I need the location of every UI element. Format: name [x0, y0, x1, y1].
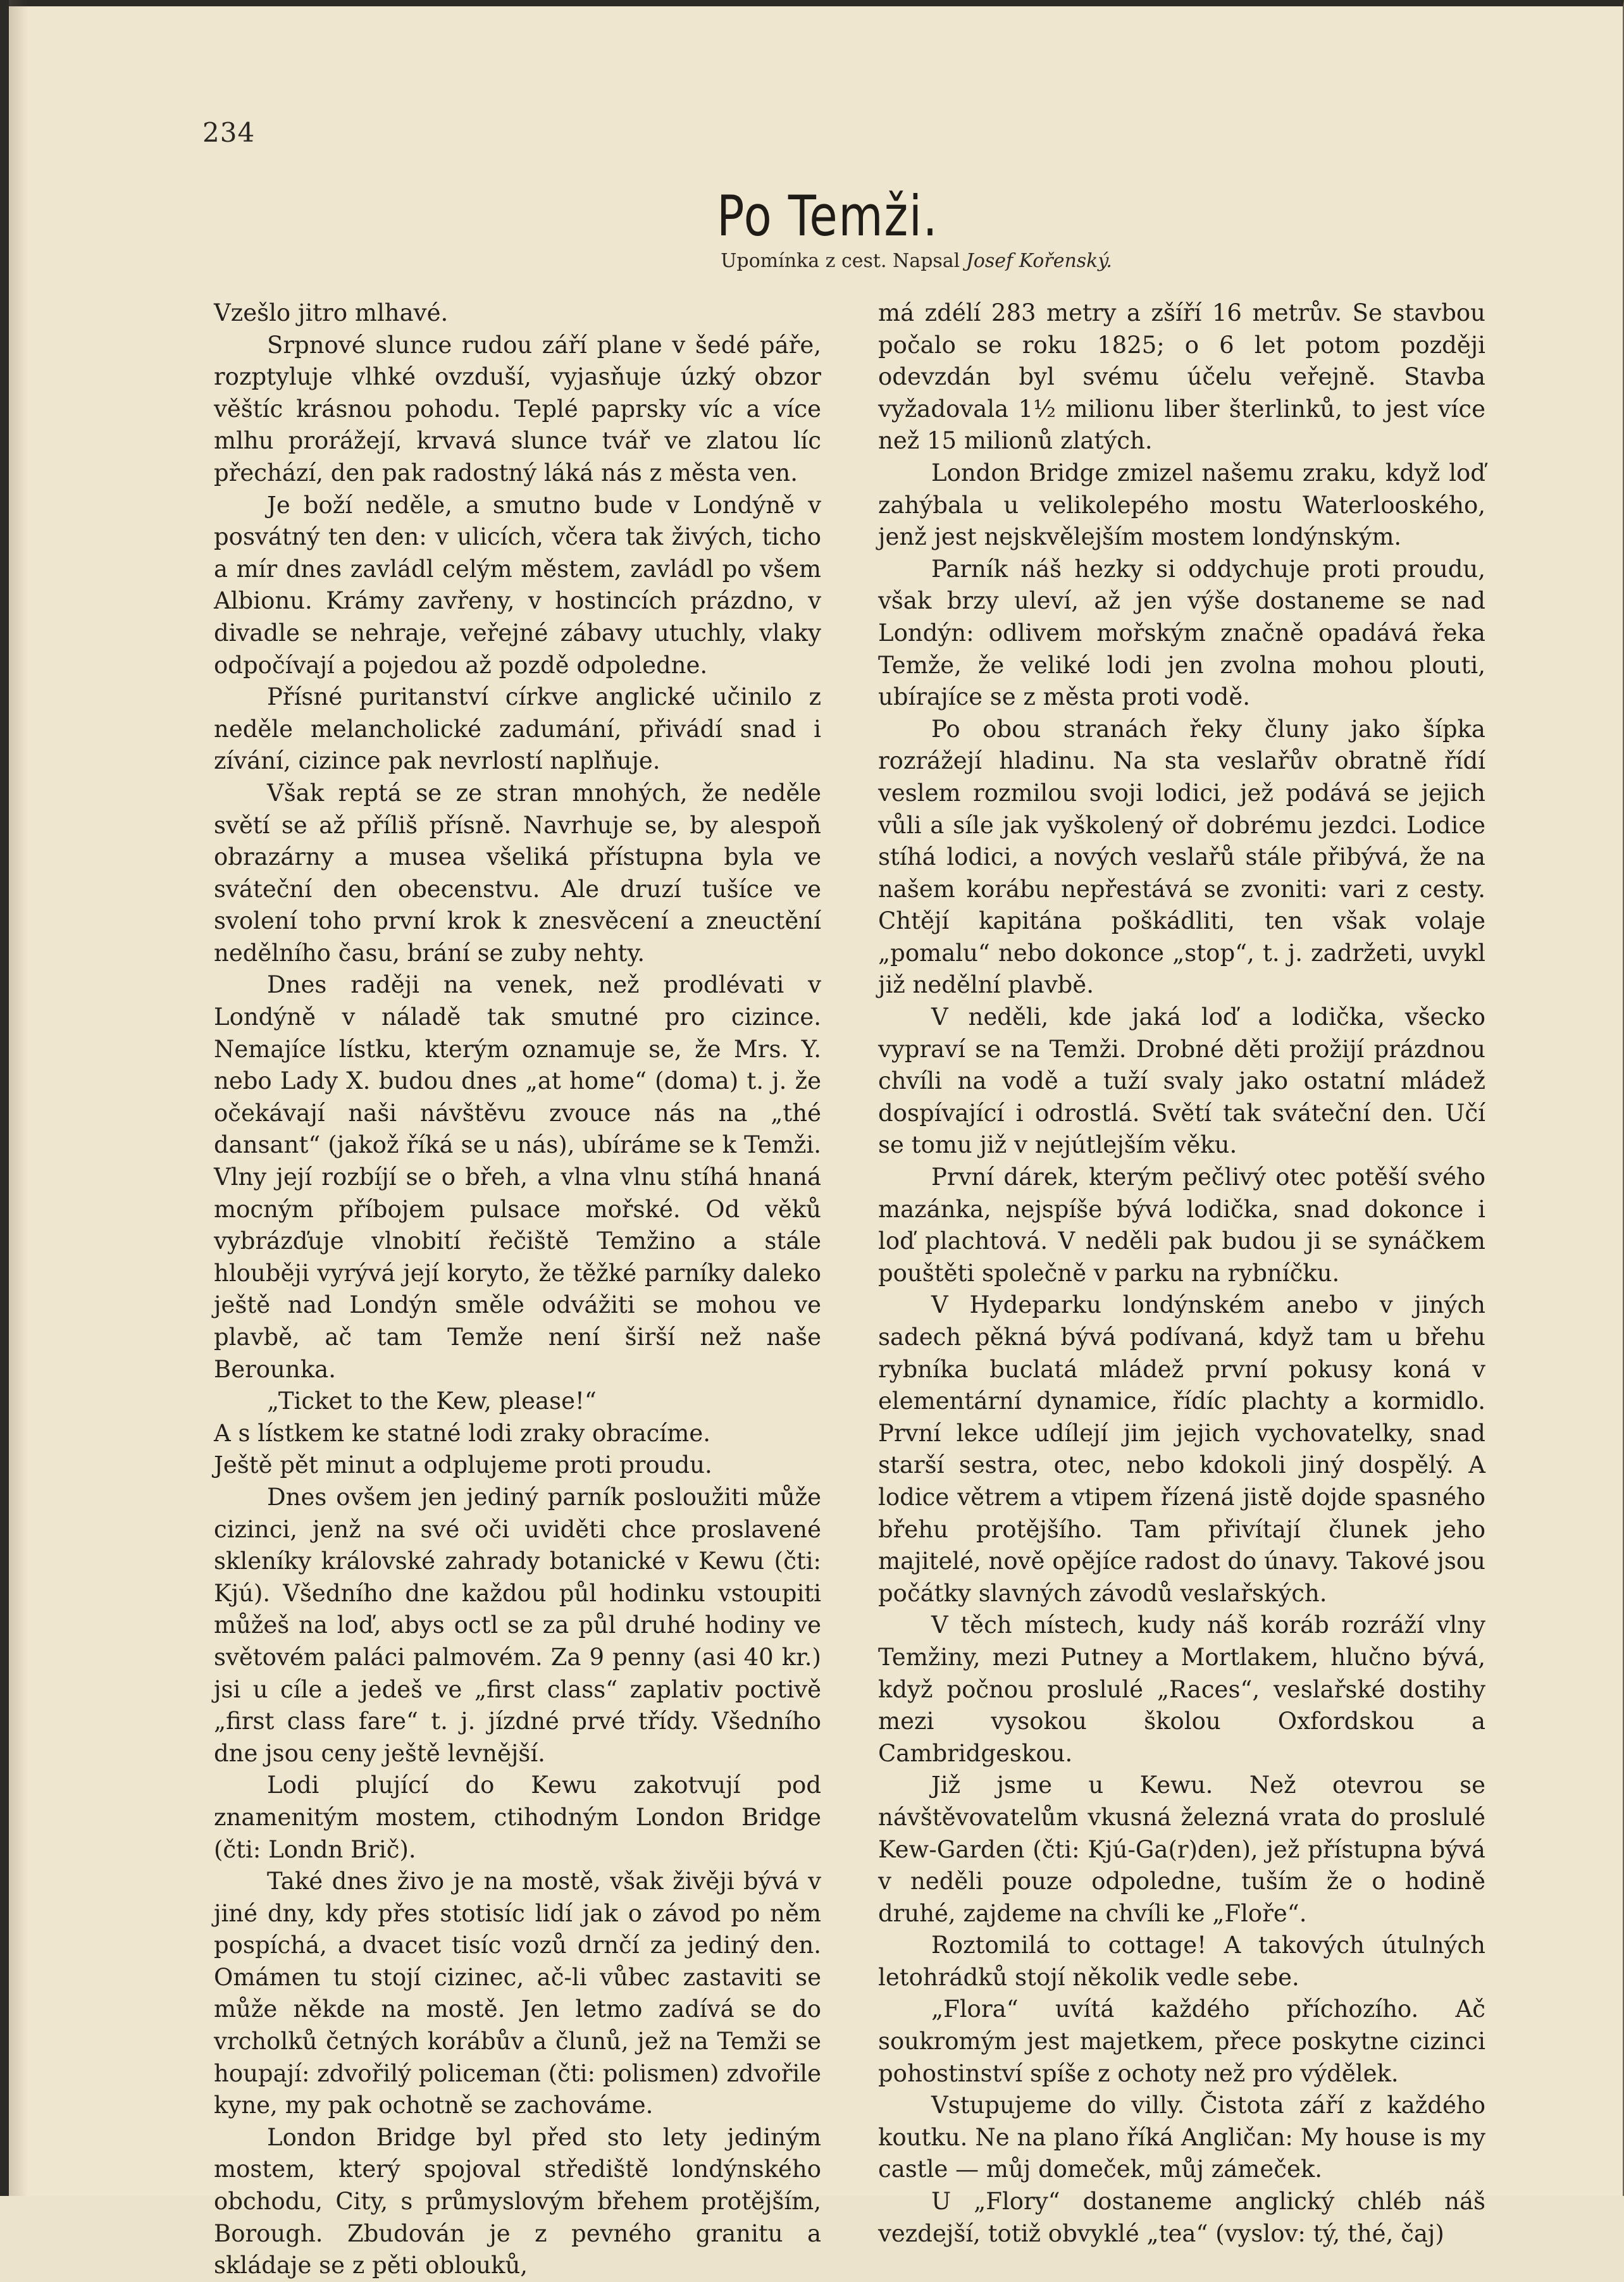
paragraph: Roztomilá to cottage! A takových útulných letohrádků stojí několik vedle sebe. — [878, 1932, 1485, 1991]
paragraph: Dnes raději na venek, než prodlévati v Londýně v náladě tak smutné pro cizince. Nemajíce lístku, kterým oznamuje se, že Mrs. Y. nebo Lady X. budou dnes „at home“ (doma) t. j. že očekávají naši návštěvu zvouce nás na „thé dansant“ (jakož říká se u nás), ubíráme se k Temži. Vlny její rozbíjí se o břeh, a vlna vlnu stíhá hnaná mocným příbojem pulsace mořské. Od věků vybrázďuje vlnobití řečiště Temžino a stále hlouběji vyrývá její koryto, že těžké parníky daleko ještě nad Londýn směle odvážiti se mohou ve plavbě, ač tam Temže není širší než naše Berounka. — [214, 971, 821, 1383]
paragraph: Parník náš hezky si oddychuje proti proudu, však brzy uleví, až jen výše dostaneme se nad Londýn: odlivem mořským značně opadává řeka Temže, že veliké lodi jen zvolna mohou plouti, ubírajíce se z města proti vodě. — [878, 555, 1485, 711]
author-name: Josef Kořenský. — [965, 250, 1112, 272]
page-number: 234 — [202, 117, 256, 148]
paragraph: V těch místech, kudy náš koráb rozráží vlny Temžiny, mezi Putney a Mortlakem, hlučno bývá, když počnou proslulé „Races“, veslařské dostihy mezi vysokou školou Oxfordskou a Cambridgeskou. — [878, 1611, 1485, 1767]
paragraph: Také dnes živo je na mostě, však živěji bývá v jiné dny, kdy přes stotisíc lidí jak o závod po něm pospíchá, a dvacet tisíc vozů drnčí za jediný den. Omámen tu stojí cizinec, ač-li vůbec zastaviti se může někde na mostě. Jen letmo zadívá se do vrcholků četných korábův a člunů, jež na Temži se houpají: zdvořilý policeman (čti: polismen) zdvořile kyne, my pak ochotně se zachováme. — [214, 1868, 821, 2119]
paragraph: U „Flory“ dostaneme anglický chléb náš vezdejší, totiž obvyklé „tea“ (vyslov: tý, thé, čaj) — [878, 2188, 1485, 2247]
paragraph: „Flora“ uvítá každého příchozího. Ač soukromým jest majetkem, přece poskytne cizinci pohostinství spíše z ochoty než pro výdělek. — [878, 1995, 1485, 2087]
paragraph: má zdélí 283 metry a zšíří 16 metrův. Se stavbou počalo se roku 1825; o 6 let potom později odevzdán byl svému účelu veřejně. Stavba vyžadovala 1½ milionu liber šterlinků, to jest více než 15 milionů zlatých. — [878, 299, 1485, 455]
paragraph: Je boží neděle, a smutno bude v Londýně v posvátný ten den: v ulicích, včera tak živých, ticho a mír dnes zavládl celým městem, zavládl po všem Albionu. Krámy zavřeny, v hostincích prázdno, v divadle se nehraje, veřejné zábavy utuchly, vlaky odpočívají a pojedou až pozdě odpoledne. — [214, 491, 821, 679]
paragraph: London Bridge byl před sto lety jediným mostem, který spojoval střediště londýnského obchodu, City, s průmyslovým břehem protějším, Borough. Zbudován je z pevného granitu a skládaje se z pěti oblouků, — [214, 2123, 821, 2279]
paragraph: A s lístkem ke statné lodi zraky obracíme. — [214, 1419, 710, 1447]
paragraph: Přísné puritanství církve anglické učinilo z neděle melancholické zadumání, přivádí snad i zívání, cizince pak nevrlostí naplňuje. — [214, 683, 821, 775]
paragraph: Po obou stranách řeky čluny jako šípka rozrážejí hladinu. Na sta veslařův obratně řídí veslem rozmilou svoji lodici, jež podává se jejich vůli a síle jak vyškolený oř dobrému jezdci. Lodice stíhá lodici, a nových veslařů stále přibývá, že na našem korábu nepřestává se zvoniti: vari z cesty. Chtějí kapitána poškádliti, ten však volaje „pomalu“ nebo dokonce „stop“, t. j. zadržeti, uvykl již nedělní plavbě. — [878, 715, 1485, 999]
paragraph: Lodi plující do Kewu zakotvují pod znamenitým mostem, ctihodným London Bridge (čti: Londn Brič). — [214, 1771, 821, 1863]
paragraph: Srpnové slunce rudou září plane v šedé páře, rozptyluje vlhké ovzduší, vyjasňuje úzký obzor věštíc krásnou pohodu. Teplé paprsky víc a více mlhu prorážejí, krvavá slunce tvář ve zlatou líc přechází, den pak radostný láká nás z města ven. — [214, 331, 821, 487]
text-column-right — [878, 297, 1485, 2250]
subtitle-text: Upomínka z cest. Napsal — [721, 250, 960, 272]
paragraph: Však reptá se ze stran mnohých, že neděle světí se až příliš přísně. Navrhuje se, by alespoň obrazárny a musea všeliká přístupna byla ve sváteční den obecenstvu. Ale druzí tušíce ve svolení toho první krok k znesvěcení a zneuctění nedělního času, brání se zuby nehty. — [214, 779, 821, 967]
paragraph: Ještě pět minut a odplujeme proti proudu. — [214, 1451, 712, 1479]
paragraph: V Hydeparku londýnském anebo v jiných sadech pěkná bývá podívaná, když tam u břehu rybníka buclatá mládež první pokusy koná v elementární dynamice, řídíc plachty a kormidlo. První lekce udílejí jim jejich vychovatelky, snad starší sestra, otec, nebo kdokoli jiný dospělý. A lodice větrem a vtipem řízená jistě dojde spasného břehu protějšího. Tam přivítají člunek jeho majitelé, nově opějíce radost do únavy. Takové jsou počátky slavných závodů veslařských. — [878, 1291, 1485, 1607]
text-column-left — [214, 297, 821, 2282]
paragraph: Vstupujeme do villy. Čistota září z každého koutku. Ne na plano říká Angličan: My house is my castle — můj domeček, můj zámeček. — [878, 2092, 1485, 2183]
paragraph: London Bridge zmizel našemu zraku, když loď zahýbala u velikolepého mostu Waterlooského, jenž jest nejskvělejším mostem londýnským. — [878, 459, 1485, 551]
paragraph: V neděli, kde jaká loď a lodička, všecko vypraví se na Temži. Drobné děti prožijí prázdnou chvíli na vodě a tuží svaly jako ostatní mládež dospívající i odrostlá. Světí tak sváteční den. Učí se tomu již v nejútlejším věku. — [878, 1003, 1485, 1159]
paragraph: První dárek, kterým pečlivý otec potěší svého mazánka, nejspíše bývá lodička, snad dokonce i loď plachtová. V neděli pak budou ji se synáčkem pouštěti společně v parku na rybníčku. — [878, 1163, 1485, 1287]
paragraph: Dnes ovšem jen jediný parník posloužiti může cizinci, jenž na své oči uviděti chce proslavené skleníky královské zahrady botanické v Kewu (čti: Kjú). Všedního dne každou půl hodinku vstoupiti můžeš na loď, abys octl se za půl druhé hodiny ve světovém paláci palmovém. Za 9 penny (asi 40 kr.) jsi u cíle a jedeš ve „first class“ zaplativ poctivě „first class fare“ t. j. jízdné prvé třídy. Všedního dne jsou ceny ještě levnější. — [214, 1483, 821, 1767]
article-subtitle — [0, 250, 1624, 272]
paragraph: Vzešlo jitro mlhavé. — [214, 299, 449, 326]
page-edge-shadow — [9, 0, 28, 2196]
paragraph: „Ticket to the Kew, please!“ — [267, 1387, 597, 1415]
article-title: Po Temži. — [716, 183, 939, 249]
paragraph: Již jsme u Kewu. Než otevrou se návštěvovatelům vkusná železná vrata do proslulé Kew-Garden (čti: Kjú-Ga(r)den), jež přístupna bývá v neděli pouze odpoledne, tuším že o hodině druhé, zajdeme na chvíli ke „Floře“. — [878, 1771, 1485, 1927]
